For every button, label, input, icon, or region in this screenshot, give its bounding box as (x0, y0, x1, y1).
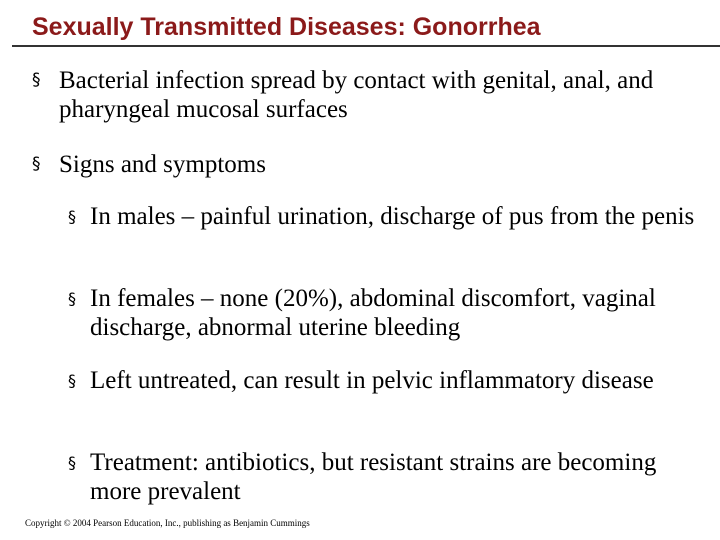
bullet-marker-icon: § (68, 371, 76, 390)
bullet-marker-icon: § (32, 154, 41, 174)
bullet-item (30, 150, 690, 179)
bullet-marker-icon: § (68, 289, 76, 308)
sub-bullet-item (66, 448, 696, 506)
sub-bullet-text: In females – none (20%), abdominal discomfort, vaginal discharge, abnormal uterine bleeding (90, 285, 656, 341)
bullet-item (30, 66, 690, 124)
slide-title: Sexually Transmitted Diseases: Gonorrhea (32, 13, 541, 41)
bullet-marker-icon: § (68, 207, 76, 226)
sub-bullet-item (66, 366, 696, 395)
sub-bullet-item (66, 202, 696, 231)
bullet-text: Signs and symptoms (59, 151, 266, 178)
sub-bullet-text: Treatment: antibiotics, but resistant strains are becoming more prevalent (90, 449, 657, 505)
bullet-text: Bacterial infection spread by contact with genital, anal, and pharyngeal mucosal surfaces (59, 67, 654, 123)
copyright-footer: Copyright © 2004 Pearson Education, Inc., publishing as Benjamin Cummings (25, 518, 310, 528)
bullet-marker-icon: § (68, 453, 76, 472)
title-divider (12, 45, 720, 47)
bullet-marker-icon: § (32, 70, 41, 90)
sub-bullet-item (66, 284, 696, 342)
sub-bullet-text: In males – painful urination, discharge of pus from the penis (90, 203, 695, 230)
sub-bullet-text: Left untreated, can result in pelvic inflammatory disease (90, 367, 654, 394)
